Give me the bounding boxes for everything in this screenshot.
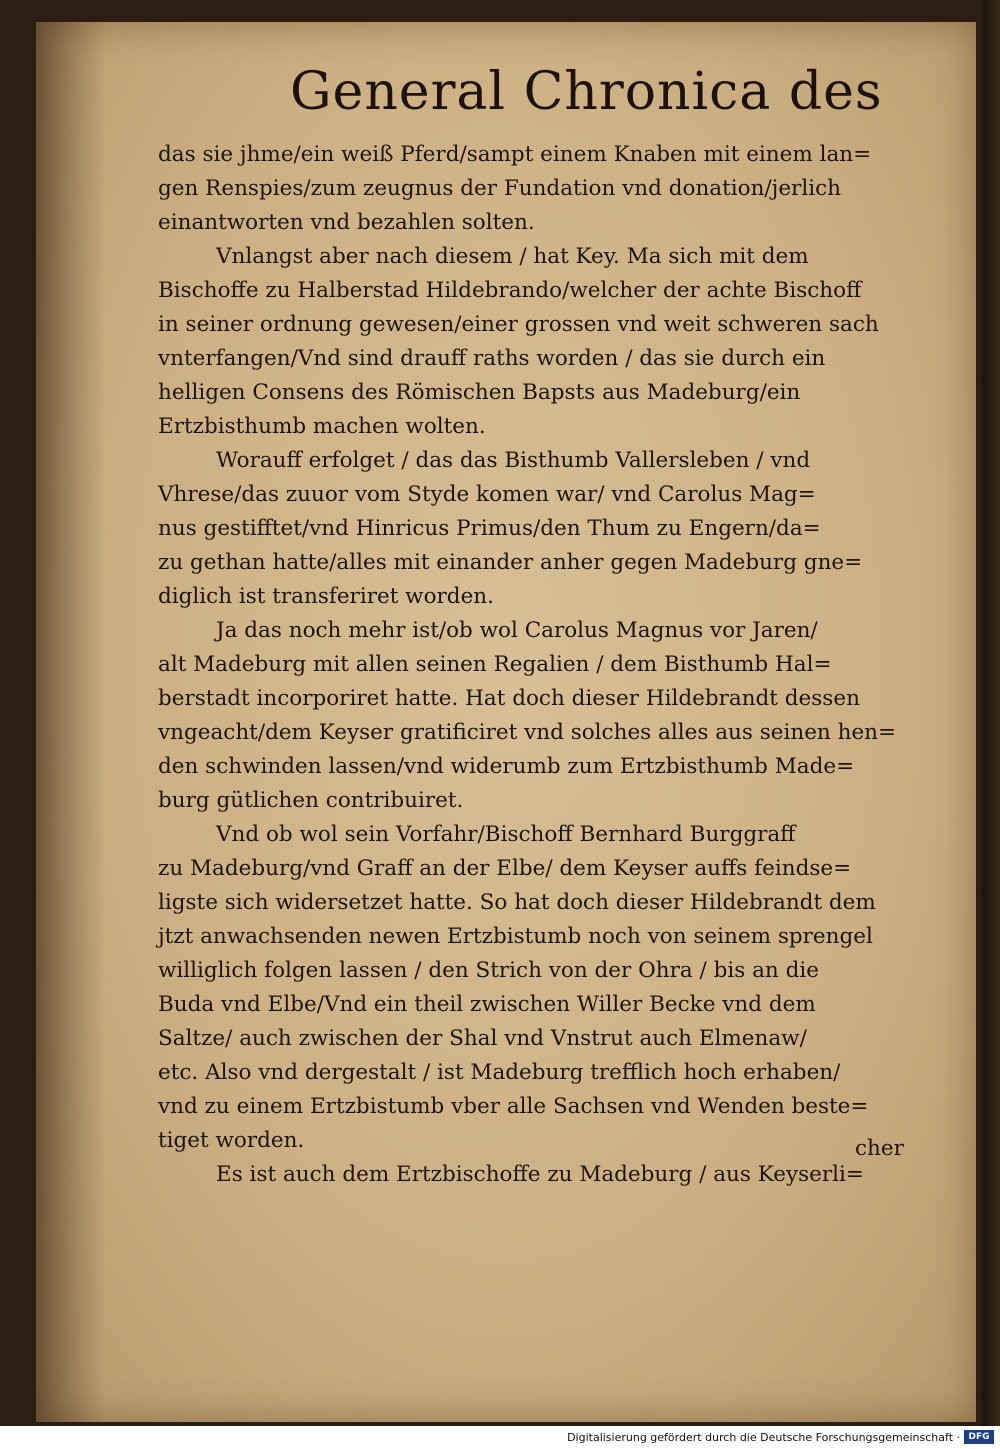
- text-line: gen Renspies/zum zeugnus der Fundation vnd donation/jerlich: [158, 176, 841, 201]
- text-line: das sie jhme/ein weiß Pferd/sampt einem Knaben mit einem lan=: [158, 142, 872, 167]
- funding-notice: Digitalisierung gefördert durch die Deutsche Forschungsgemeinschaft ·: [567, 1431, 960, 1444]
- text-line: tiget worden.: [158, 1128, 305, 1153]
- footer-bar: [0, 1426, 1000, 1449]
- text-line: helligen Consens des Römischen Bapsts aus Madeburg/ein: [158, 380, 801, 405]
- text-line: einantworten vnd bezahlen solten.: [158, 210, 535, 235]
- text-line: diglich ist transferiret worden.: [158, 584, 494, 609]
- text-line: Buda vnd Elbe/Vnd ein theil zwischen Willer Becke vnd dem: [158, 992, 816, 1017]
- text-line: Ertzbisthumb machen wolten.: [158, 414, 486, 439]
- text-line: alt Madeburg mit allen seinen Regalien / dem Bisthumb Hal=: [158, 652, 832, 677]
- body-text: [158, 138, 938, 1192]
- text-line: zu gethan hatte/alles mit einander anher gegen Madeburg gne=: [158, 550, 863, 575]
- text-line: jtzt anwachsenden newen Ertzbistumb noch von seinem sprengel: [158, 924, 873, 949]
- text-line: Saltze/ auch zwischen der Shal vnd Vnstrut auch Elmenaw/: [158, 1026, 807, 1051]
- text-line: nus gestifftet/vnd Hinricus Primus/den Thum zu Engern/da=: [158, 516, 821, 541]
- catchword: cher: [855, 1136, 904, 1161]
- text-line: Vnlangst aber nach diesem / hat Key. Ma sich mit dem: [216, 244, 809, 269]
- text-line: Vhrese/das zuuor vom Styde komen war/ vnd Carolus Mag=: [158, 482, 816, 507]
- text-line: Es ist auch dem Ertzbischoffe zu Madeburg / aus Keyserli=: [216, 1162, 864, 1187]
- text-line: Worauff erfolget / das das Bisthumb Vallersleben / vnd: [216, 448, 811, 473]
- text-line: vnterfangen/Vnd sind drauff raths worden / das sie durch ein: [158, 346, 826, 371]
- running-head-title: General Chronica des: [290, 62, 883, 122]
- text-line: berstadt incorporiret hatte. Hat doch dieser Hildebrandt dessen: [158, 686, 860, 711]
- text-line: in seiner ordnung gewesen/einer grossen vnd weit schweren sach: [158, 312, 879, 337]
- text-line: den schwinden lassen/vnd widerumb zum Ertzbisthumb Made=: [158, 754, 855, 779]
- text-line: vnd zu einem Ertzbistumb vber alle Sachsen vnd Wenden beste=: [158, 1094, 869, 1119]
- text-line: etc. Also vnd dergestalt / ist Madeburg trefflich hoch erhaben/: [158, 1060, 841, 1085]
- gutter-shadow: [36, 22, 106, 1422]
- text-line: ligste sich widersetzet hatte. So hat doch dieser Hildebrandt dem: [158, 890, 876, 915]
- text-line: williglich folgen lassen / den Strich von der Ohra / bis an die: [158, 958, 819, 983]
- text-line: burg gütlichen contribuiret.: [158, 788, 464, 813]
- text-line: vngeacht/dem Keyser gratificiret vnd solches alles aus seinen hen=: [158, 720, 897, 745]
- text-line: Ja das noch mehr ist/ob wol Carolus Magnus vor Jaren/: [216, 618, 818, 643]
- text-line: Bischoffe zu Halberstad Hildebrando/welcher der achte Bischoff: [158, 278, 862, 303]
- dfg-logo: DFG: [964, 1430, 994, 1444]
- book-edge: [982, 0, 1000, 1426]
- text-line: zu Madeburg/vnd Graff an der Elbe/ dem Keyser auffs feindse=: [158, 856, 852, 881]
- text-line: Vnd ob wol sein Vorfahr/Bischoff Bernhard Burggraff: [216, 822, 796, 847]
